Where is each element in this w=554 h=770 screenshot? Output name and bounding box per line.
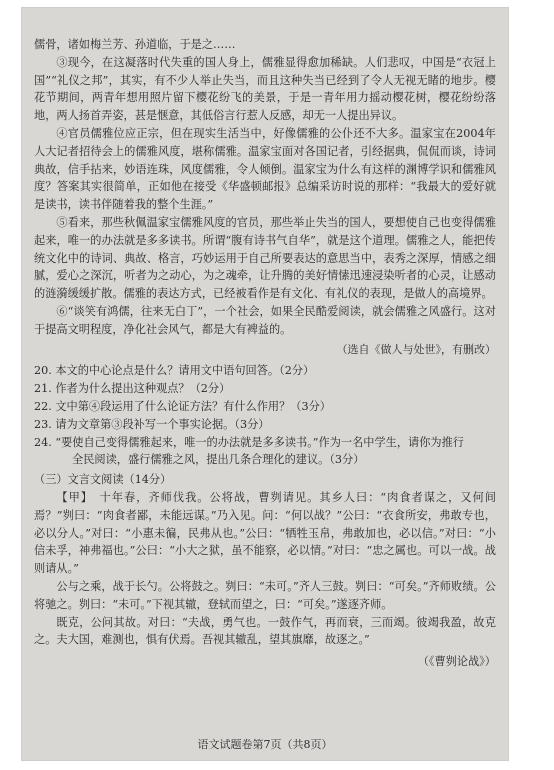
- passage-paragraph-6: ⑥“谈笑有鸿儒，往来无白丁”，一个社会，如果全民酷爱阅读，就会儒雅之风盛行。这对于提高文明程度，净化社会风气，都是大有裨益的。: [34, 304, 496, 336]
- question-22: 22. 文中第④段运用了什么论证方法？有什么作用？（3分）: [34, 399, 331, 413]
- section-title: （三）文言文阅读（14分）: [34, 473, 172, 487]
- classical-paragraph-2: 公与之乘，战于长勺。公将鼓之。刿曰：“未可。”齐人三鼓。刿曰：“可矣。”齐师败绩。公将驰之。刿曰：“未可。”下视其辙，登轼而望之，曰：“可矣。”遂逐齐师。: [34, 579, 496, 611]
- passage-paragraph-4: ④官员儒雅位应正宗，但在现实生活当中，好像儒雅的公仆还不大多。温家宝在2004年人大记者招待会上的儒雅风度，堪称儒雅。温家宝面对各国记者，引经据典，侃侃而谈，诗词典故，信手拈来，妙语连珠，风度儒雅，令人倾倒。温家宝为什么有这样的渊博学识和儒雅风度？答案其实很简单，正如他在接受《华盛顿邮报》总编采访时说的那样：“我最大的爱好就是读书，读书伴随着我的整个生涯。”: [34, 126, 496, 212]
- passage-lead: 儒骨，诸如梅兰芳、孙道临，于是之……: [34, 38, 236, 51]
- classical-paragraph-3: 既克，公问其故。对曰：“夫战，勇气也。一鼓作气，再而衰，三而竭。彼竭我盈，故克之。夫大国，难测也，惧有伏焉。吾视其辙乱，望其旗靡，故逐之。”: [34, 615, 496, 647]
- passage-source: （选自《做人与处世》，有删改）: [336, 342, 496, 356]
- classical-paragraph-1: 【甲】 十年春，齐师伐我。公将战，曹刿请见。其乡人曰：“肉食者谋之，又何间焉？”刿曰：“肉食者鄙，未能远谋。”乃入见。问：“何以战？”公曰：“衣食所安，弗敢专也，必以分人。”对曰：“小惠未徧，民弗从也。”公曰：“牺牲玉帛，弗敢加也，必以信。”对曰：“小信未孚，神弗福也。”公曰：“小大之狱，虽不能察，必以情。”对曰：“忠之属也。可以一战。战则请从。”: [34, 490, 496, 576]
- page-footer: 语文试题卷第7页（共8页）: [197, 738, 333, 751]
- question-23: 23. 请为文章第③段补写一个事实论据。（3分）: [34, 417, 270, 431]
- question-20: 20. 本文的中心论点是什么？请用文中语句回答。（2分）: [34, 364, 315, 378]
- passage-paragraph-5: ⑤看来，那些秋佩温家宝儒雅风度的官员，那些举止失当的国人，要想使自己也变得儒雅起来，唯一的办法就是多多读书。所谓“腹有诗书气自华”，就是这个道理。儒雅之人，能把传统文化中的诗词、典故、格言，巧妙运用于自己所要表达的意思当中，表秀之深厚，情感之细腻，爱心之深沉，听者为之动心，为之魂牵，让升腾的美好情愫迅速浸染听者的心灵，让感动的涟漪缓缓扩散。儒雅的表达方式，已经被看作是有文化、有礼仪的表现，是做人的高境界。: [34, 215, 496, 301]
- passage-paragraph-3: ③现今，在这凝落时代失重的国人身上，儒雅显得愈加稀缺。人们悲叹，中国是“衣冠上国”“礼仪之邦”，其实，有不少人举止失当，而且这种失当已经到了令人无视无睹的地步。樱花节期间，两青年想用照片留下樱花纷飞的美景，于是一青年用力摇动樱花树，樱花纷纷落地，两人扬首弄姿，甚是惬意，其低俗言行惹人反感，却无一人提出异议。: [34, 55, 496, 123]
- question-21: 21. 作者为什么提出这种观点？（2分）: [34, 382, 231, 396]
- exam-page: [22, 8, 508, 760]
- question-24: 24. “要使自己变得儒雅起来，唯一的办法就是多多读书。”作为一名中学生，请你为推行 全民阅读，盛行儒雅之风，提出几条合理化的建议。（3分）: [34, 435, 464, 467]
- page-content: [34, 36, 496, 671]
- classical-source: （《曹刿论战》）: [417, 655, 496, 669]
